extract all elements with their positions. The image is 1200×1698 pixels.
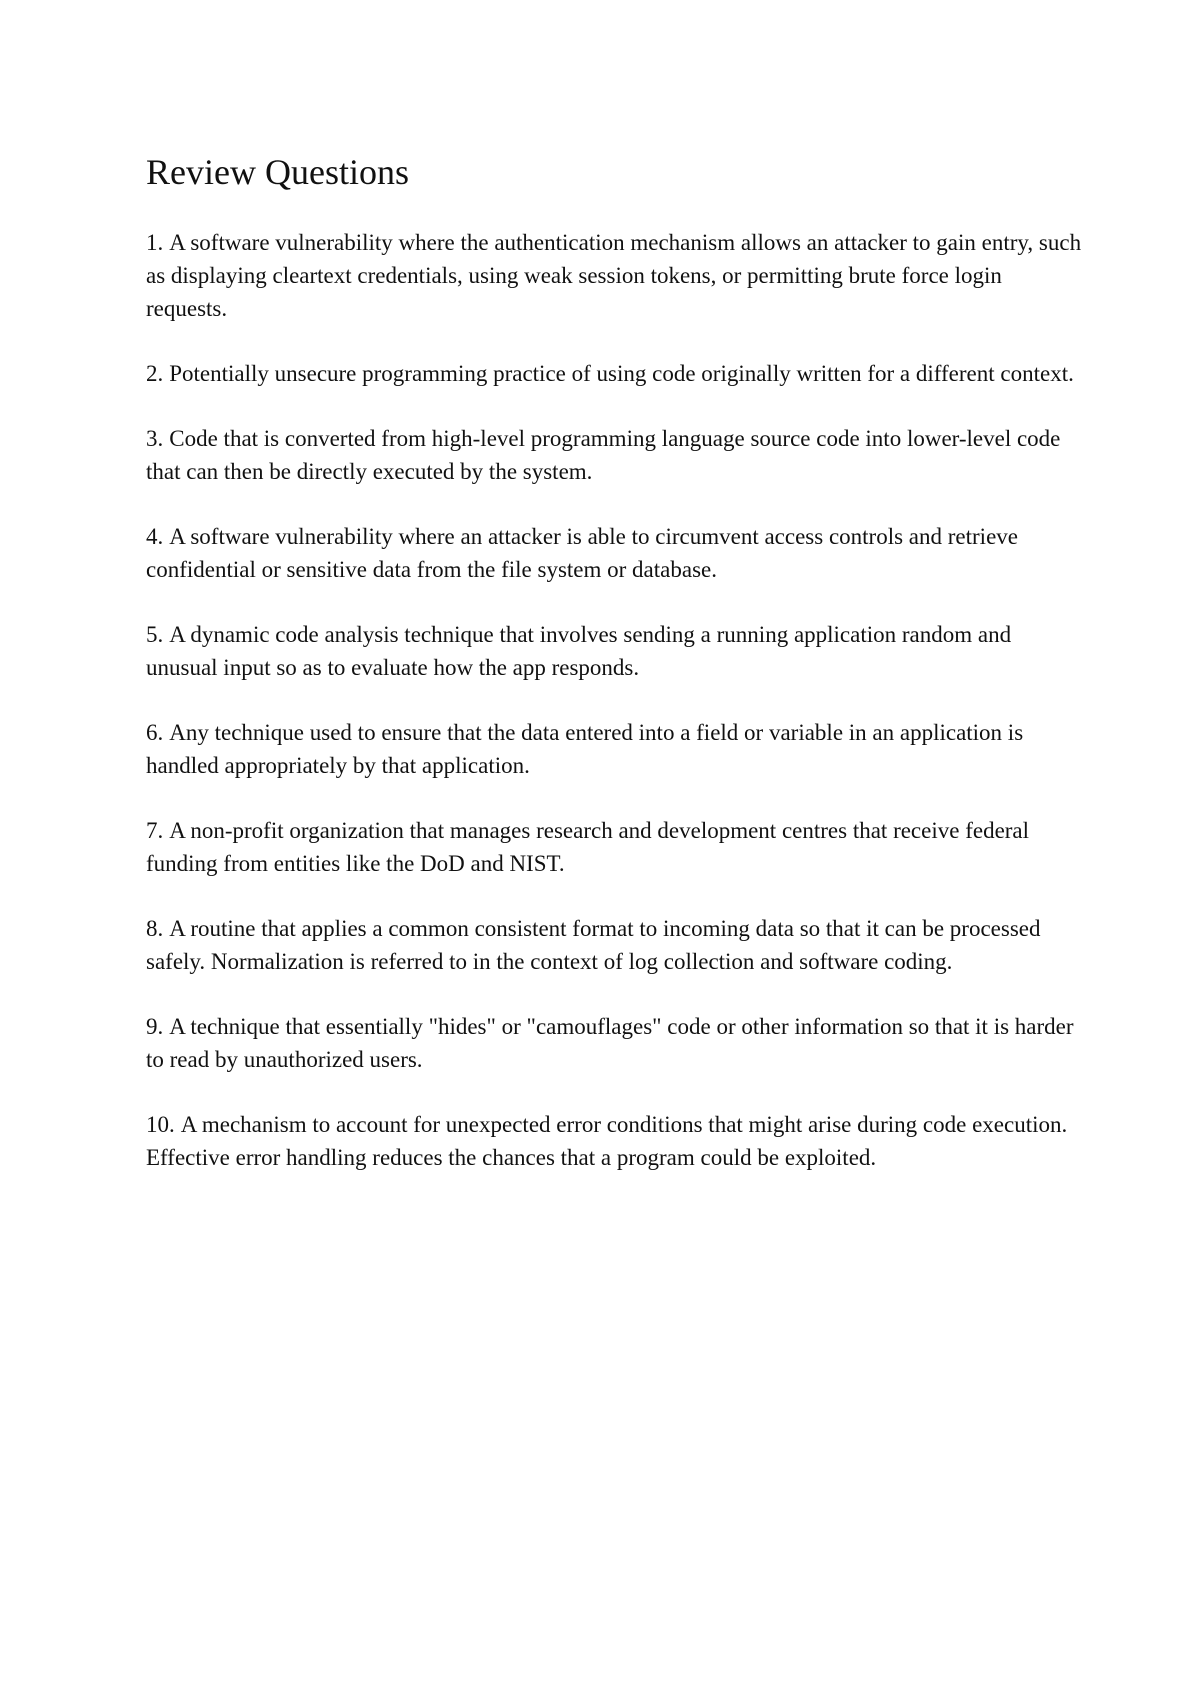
question-text: A software vulnerability where an attacker is able to circumvent access controls and retrieve confidential or sensitive data from the file system or database.: [146, 524, 1018, 582]
document-content: [146, 150, 1086, 1206]
question-item: [146, 357, 1086, 390]
question-text: A non-profit organization that manages research and development centres that receive federal funding from entities like the DoD and NIST.: [146, 818, 1030, 876]
question-item: [146, 814, 1086, 880]
question-text: A software vulnerability where the authentication mechanism allows an attacker to gain entry, such as displaying cleartext credentials, using weak session tokens, or permitting brute force login requests.: [146, 230, 1082, 321]
question-text: A routine that applies a common consistent format to incoming data so that it can be processed safely. Normalization is referred to in the context of log collection and software coding.: [146, 916, 1041, 974]
question-number: 6.: [146, 720, 164, 745]
question-number: 10.: [146, 1112, 175, 1137]
question-number: 4.: [146, 524, 164, 549]
page-title: Review Questions: [146, 152, 409, 192]
question-text: A mechanism to account for unexpected error conditions that might arise during code execution. Effective error handling reduces the chances that a program could be exploited.: [146, 1112, 1068, 1170]
question-number: 2.: [146, 361, 164, 386]
question-number: 7.: [146, 818, 164, 843]
question-number: 8.: [146, 916, 164, 941]
question-item: [146, 716, 1086, 782]
question-number: 1.: [146, 230, 164, 255]
question-number: 5.: [146, 622, 164, 647]
question-text: Potentially unsecure programming practice of using code originally written for a different context.: [169, 361, 1074, 386]
question-item: [146, 912, 1086, 978]
question-item: [146, 1010, 1086, 1076]
question-text: A technique that essentially "hides" or "camouflages" code or other information so that it is harder to read by unauthorized users.: [146, 1014, 1074, 1072]
question-number: 3.: [146, 426, 164, 451]
question-item: [146, 1108, 1086, 1174]
question-item: [146, 422, 1086, 488]
question-item: [146, 520, 1086, 586]
question-text: Any technique used to ensure that the data entered into a field or variable in an application is handled appropriately by that application.: [146, 720, 1024, 778]
question-item: [146, 226, 1086, 325]
question-number: 9.: [146, 1014, 164, 1039]
question-item: [146, 618, 1086, 684]
question-text: A dynamic code analysis technique that involves sending a running application random and unusual input so as to evaluate how the app responds.: [146, 622, 1012, 680]
question-text: Code that is converted from high-level programming language source code into lower-level code that can then be directly executed by the system.: [146, 426, 1061, 484]
